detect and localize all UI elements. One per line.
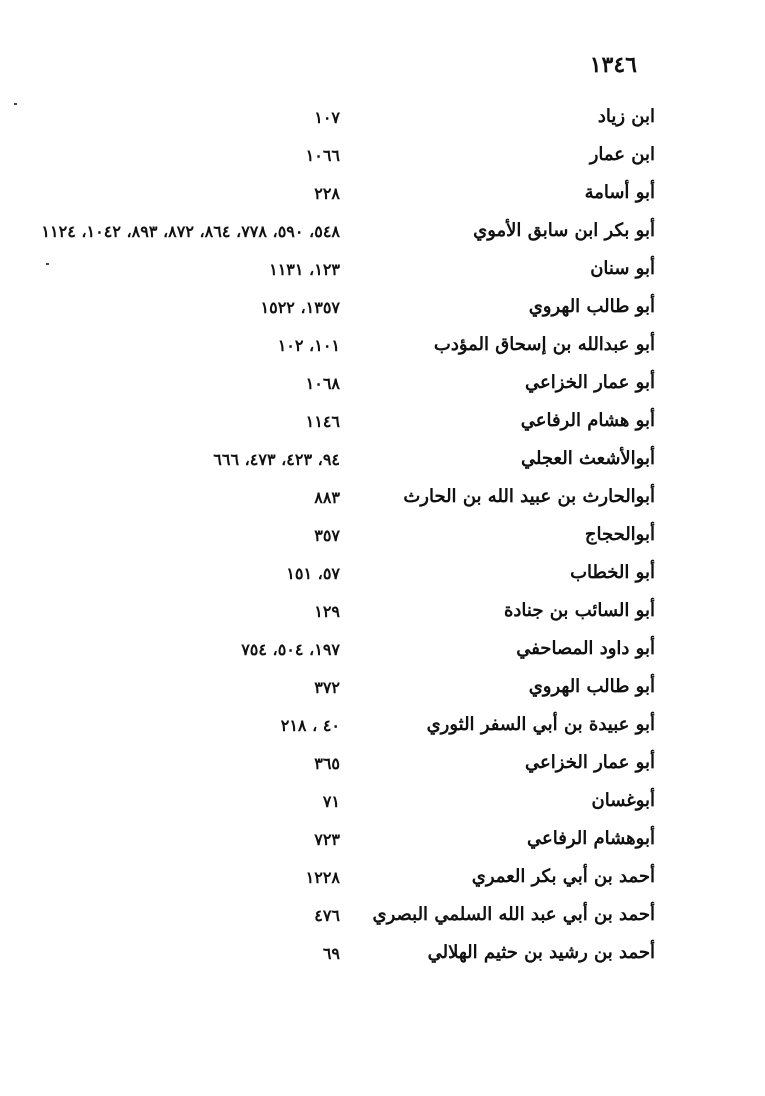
- entry-name: أبو أسامة: [584, 182, 655, 203]
- entry-name: أبوالأشعث العجلي: [520, 448, 655, 469]
- entry-pages: ٦٩: [322, 944, 340, 963]
- entry-pages: ١٠٦٦: [305, 146, 340, 165]
- index-entry: [0, 290, 765, 328]
- entry-pages: ٧٢٣: [314, 830, 340, 849]
- entry-name: أبو عمار الخزاعي: [525, 752, 655, 773]
- entry-pages: ٢٢٨: [314, 184, 340, 203]
- entry-pages: ١٠٧: [314, 108, 340, 127]
- index-entry: [0, 860, 765, 898]
- index-entry: [0, 214, 765, 252]
- index-entry: [0, 404, 765, 442]
- index-entry: [0, 670, 765, 708]
- entry-name: أبوغسان: [591, 790, 655, 811]
- index-entry: [0, 632, 765, 670]
- index-entry: [0, 784, 765, 822]
- entry-pages: ١٢٣، ١١٣١: [269, 260, 340, 279]
- entry-name: أبوهشام الرفاعي: [526, 828, 655, 849]
- index-entry: [0, 594, 765, 632]
- entry-name: أبو داود المصاحفي: [516, 638, 655, 659]
- index-entry: [0, 822, 765, 860]
- entry-pages: ١٣٥٧، ١٥٢٢: [260, 298, 340, 317]
- entry-pages: ٣٧٢: [314, 678, 340, 697]
- entry-pages: ٤٧٦: [314, 906, 340, 925]
- entry-pages: ٥٧، ١٥١: [286, 564, 340, 583]
- page-number: ١٣٤٦: [589, 52, 637, 78]
- entry-name: أحمد بن أبي عبد الله السلمي البصري: [372, 904, 655, 925]
- entry-pages: ٩٤، ٤٢٣، ٤٧٣، ٦٦٦: [213, 450, 340, 469]
- entry-pages: ٧١: [322, 792, 340, 811]
- entry-name: أبو عمار الخزاعي: [525, 372, 655, 393]
- entry-pages: ١٠٦٨: [305, 374, 340, 393]
- entry-name: أبو الخطاب: [570, 562, 655, 583]
- index-entry: [0, 708, 765, 746]
- entry-pages: ٥٤٨، ٥٩٠، ٧٧٨، ٨٦٤، ٨٧٢، ٨٩٣، ١٠٤٢، ١١٢٤: [41, 222, 340, 241]
- index-entry: [0, 556, 765, 594]
- entry-pages: ١٠١، ١٠٢: [277, 336, 340, 355]
- index-entry: [0, 252, 765, 290]
- index-entry: [0, 176, 765, 214]
- entry-pages: ١٢٢٨: [305, 868, 340, 887]
- index-entry: [0, 138, 765, 176]
- index-entry: [0, 480, 765, 518]
- index-entry: [0, 746, 765, 784]
- entry-name: أبو طالب الهروي: [528, 676, 655, 697]
- entry-pages: ١٢٩: [314, 602, 340, 621]
- entry-name: أبو بكر ابن سابق الأموي: [473, 220, 655, 241]
- entry-pages: ١١٤٦: [305, 412, 340, 431]
- index-entry: [0, 328, 765, 366]
- entry-name: أبو السائب بن جنادة: [503, 600, 655, 621]
- index-entry: [0, 442, 765, 480]
- index-entry: [0, 366, 765, 404]
- entry-name: أحمد بن رشيد بن حثيم الهلالي: [427, 942, 655, 963]
- entry-name: أبو سنان: [590, 258, 655, 279]
- entry-name: أبوالحارث بن عبيد الله بن الحارث: [403, 486, 655, 507]
- index-entry: [0, 936, 765, 974]
- entry-pages: ٣٦٥: [314, 754, 340, 773]
- entry-name: أبو عبدالله بن إسحاق المؤدب: [433, 334, 655, 355]
- entry-name: أحمد بن أبي بكر العمري: [471, 866, 655, 887]
- entry-pages: ١٩٧، ٥٠٤، ٧٥٤: [241, 640, 340, 659]
- entry-pages: ٣٥٧: [314, 526, 340, 545]
- index-entry: [0, 100, 765, 138]
- entry-pages: ٤٠ ، ٢١٨: [280, 716, 340, 735]
- name-index-list: [0, 100, 765, 974]
- entry-pages: ٨٨٣: [314, 488, 340, 507]
- entry-name: أبو طالب الهروي: [528, 296, 655, 317]
- index-entry: [0, 898, 765, 936]
- entry-name: ابن عمار: [589, 144, 655, 165]
- index-entry: [0, 518, 765, 556]
- entry-name: أبو عبيدة بن أبي السفر الثوري: [426, 714, 655, 735]
- entry-name: أبو هشام الرفاعي: [520, 410, 655, 431]
- entry-name: ابن زياد: [597, 106, 655, 127]
- entry-name: أبوالحجاج: [584, 524, 655, 545]
